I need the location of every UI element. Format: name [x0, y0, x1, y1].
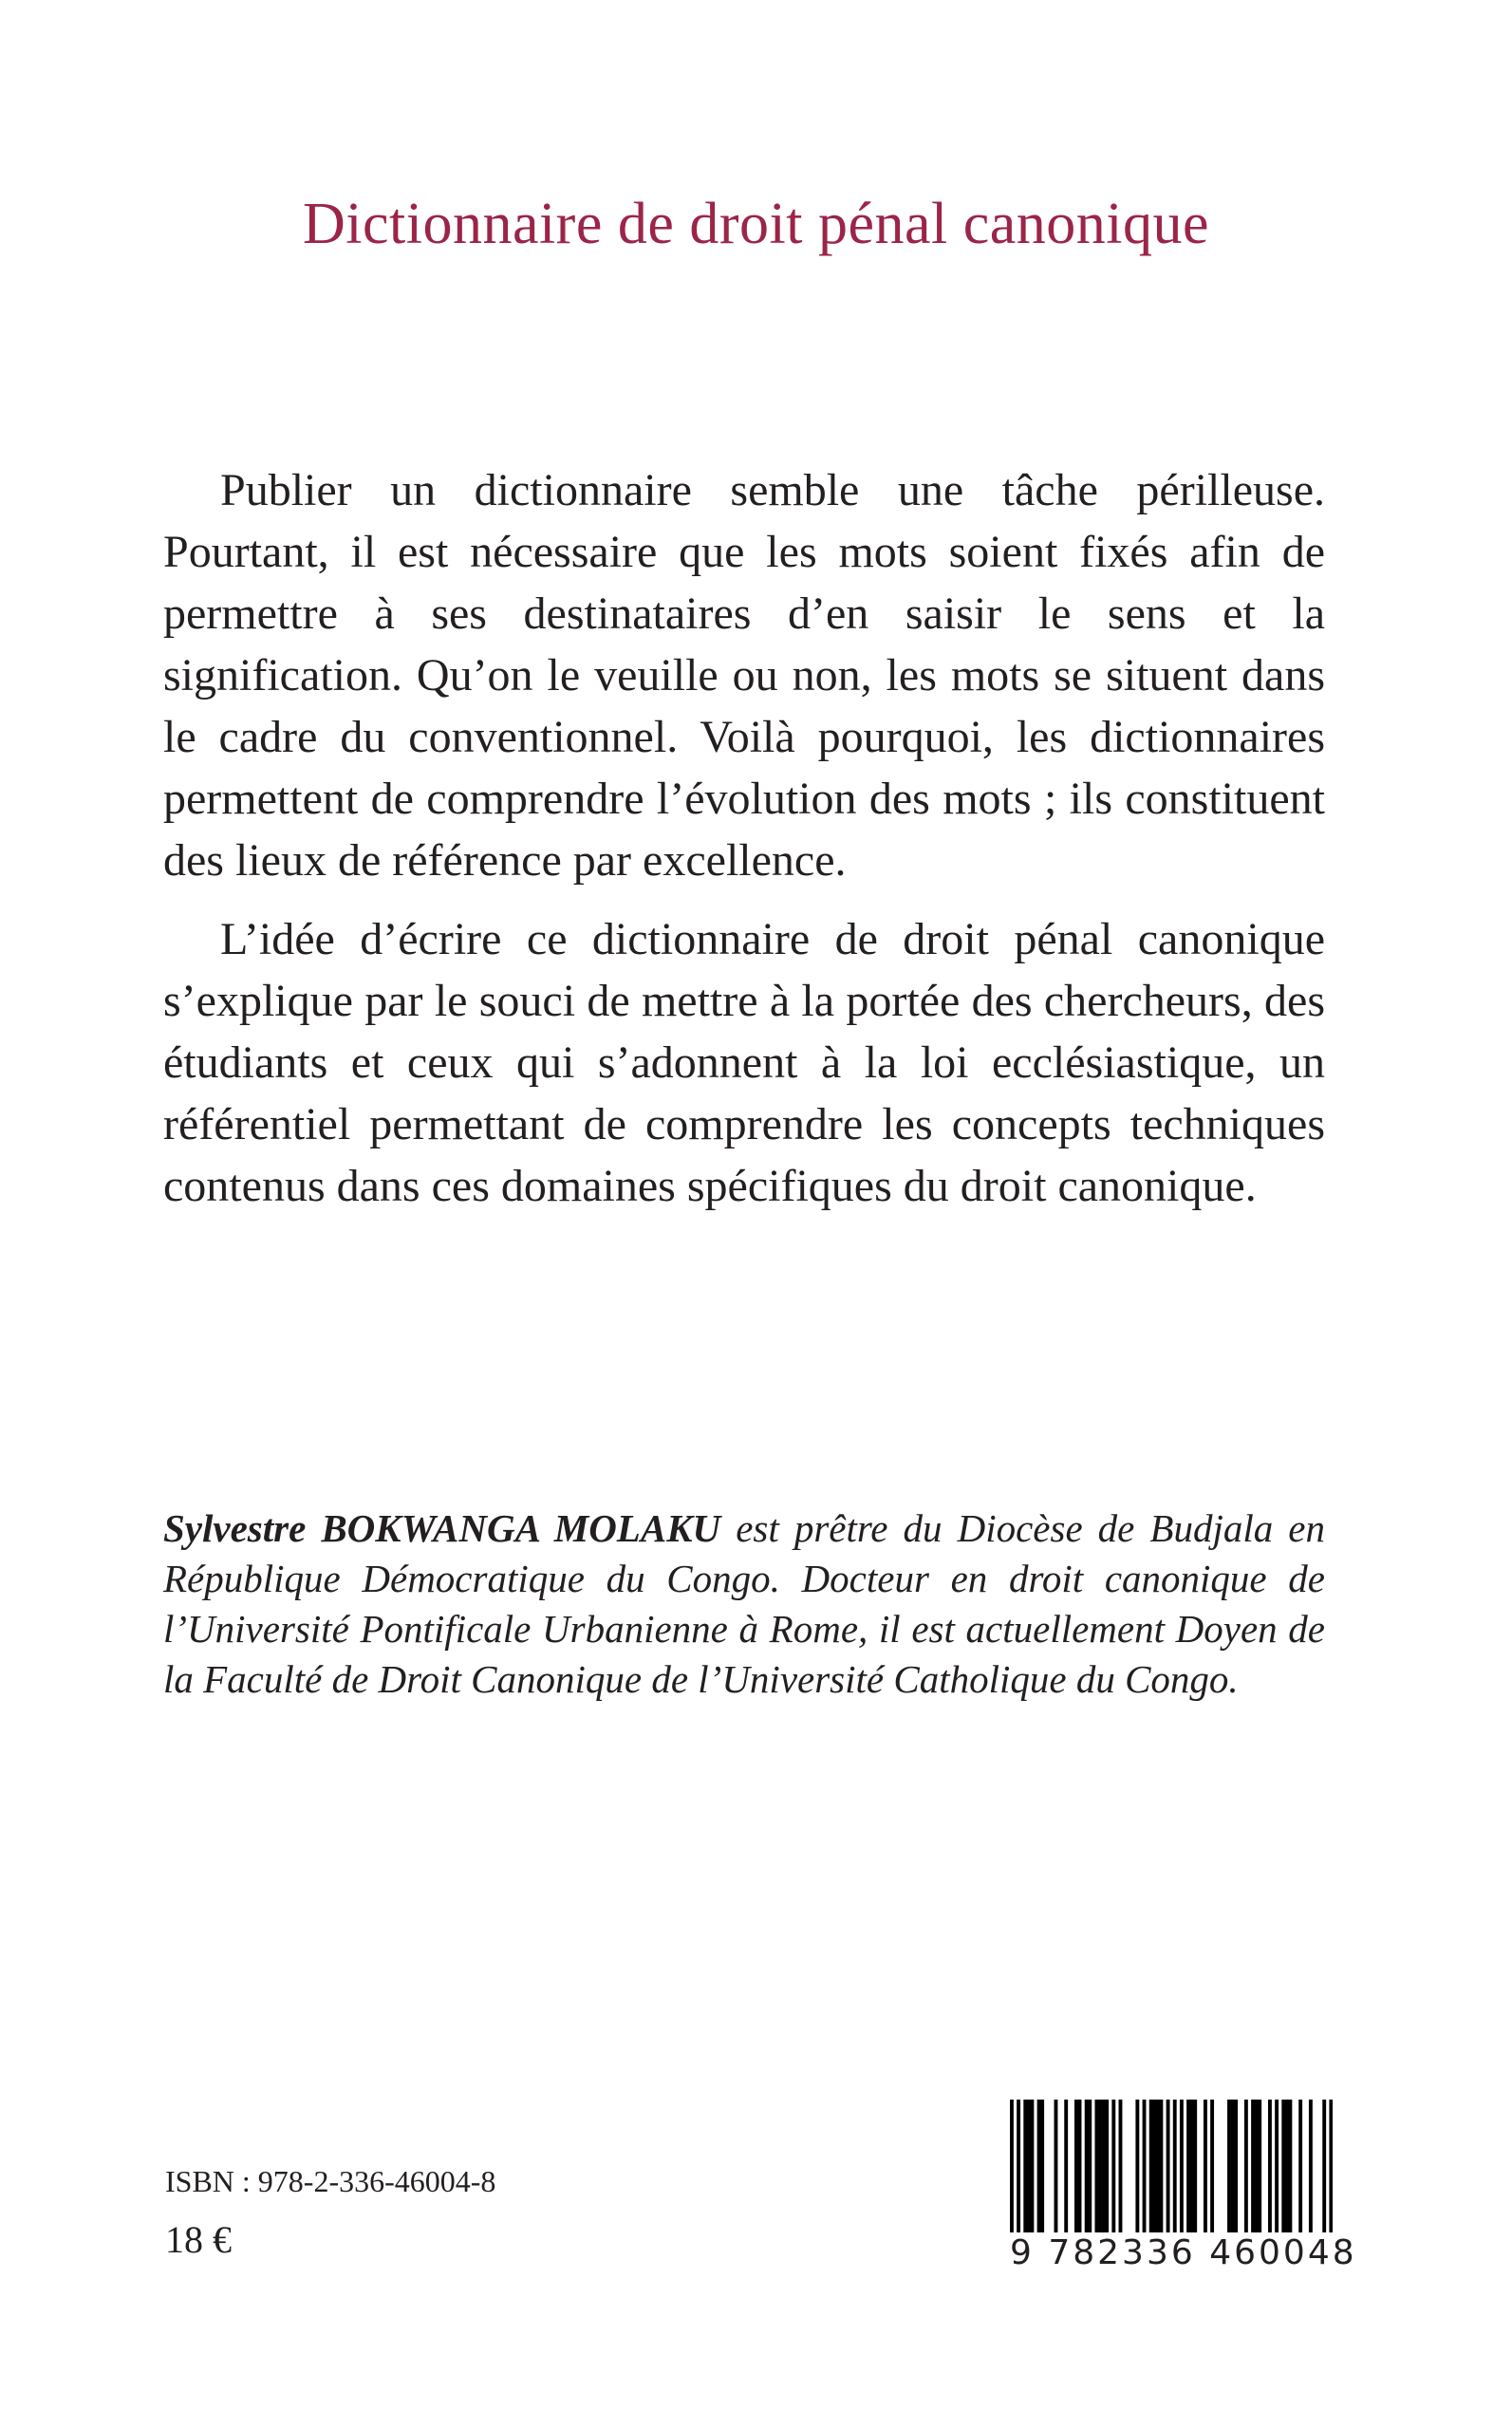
barcode-bar	[1088, 2100, 1092, 2232]
barcode-bar	[1094, 2100, 1098, 2232]
barcode-bar	[1017, 2100, 1020, 2232]
barcode-bars	[1010, 2100, 1333, 2232]
barcode-bar	[1149, 2100, 1153, 2232]
barcode	[1010, 2100, 1357, 2280]
barcode-bar	[1231, 2100, 1235, 2232]
barcode-bar	[1027, 2100, 1031, 2232]
barcode-bar	[1143, 2100, 1147, 2232]
barcode-bar	[1085, 2100, 1089, 2232]
barcode-bar	[1329, 2100, 1333, 2232]
barcode-bar	[1055, 2100, 1058, 2232]
barcode-bar	[1234, 2100, 1238, 2232]
barcode-bar	[1037, 2100, 1041, 2232]
barcode-bar	[1064, 2100, 1068, 2232]
barcode-bar	[1102, 2100, 1106, 2232]
barcode-bar	[1255, 2100, 1259, 2232]
barcode-bar	[1173, 2100, 1177, 2232]
blurb-paragraph-2: L’idée d’écrire ce dictionnaire de droit pénal canonique s’explique par le souci de mettre à la portée des chercheurs, des étudiants et ceux qui s’adonnent à la loi ecclésiastique, un référentiel permettant de comprendre les concepts techniques contenus dans ces domaines spécifiques du droit canonique.	[163, 914, 1325, 1211]
barcode-digits: 9 782336 460048	[1010, 2233, 1357, 2272]
barcode-bar	[1152, 2100, 1156, 2232]
barcode-bar	[1210, 2100, 1214, 2232]
barcode-bar	[1186, 2100, 1190, 2232]
barcode-bar	[1135, 2100, 1139, 2232]
barcode-bar	[1078, 2100, 1082, 2232]
price: 18 €	[165, 2218, 232, 2261]
back-cover-title: Dictionnaire de droit pénal canonique	[302, 192, 1210, 256]
barcode-bar	[1040, 2100, 1044, 2232]
barcode-bar	[1285, 2100, 1289, 2232]
barcode-bar	[1281, 2100, 1285, 2232]
author-bio-text: est prêtre du Diocèse de Budjala en République Démocratique du Congo. Docteur en droit canonique de l’Université Pontificale Urbanienne à Rome, il est actuellement Doyen de la Faculté de Droit Canonique de l’Université Catholique du Congo.	[163, 1506, 1326, 1701]
barcode-bar	[1098, 2100, 1102, 2232]
barcode-bar	[1251, 2100, 1255, 2232]
barcode-bar	[1322, 2100, 1326, 2232]
barcode-bar	[1156, 2100, 1160, 2232]
barcode-bar	[1105, 2100, 1109, 2232]
author-name: Sylvestre BOKWANGA MOLAKU	[163, 1506, 721, 1550]
barcode-bar	[1190, 2100, 1194, 2232]
barcode-bar	[1119, 2100, 1123, 2232]
barcode-bar	[1298, 2100, 1302, 2232]
barcode-bar	[1074, 2100, 1078, 2232]
barcode-bar	[1204, 2100, 1207, 2232]
barcode-bar	[1180, 2100, 1184, 2232]
blurb-paragraph-1: Publier un dictionnaire semble une tâche périlleuse. Pourtant, il est nécessaire que les mots soient fixés afin de permettre à ses destinataires d’en saisir le sens et la signification. Qu’on le veuille ou non, les mots se situent dans le cadre du conventionnel. Voilà pourquoi, les dictionnaires permettent de comprendre l’évolution des mots ; ils constituent des lieux de référence par excellence.	[163, 465, 1325, 886]
barcode-bar	[1193, 2100, 1197, 2232]
barcode-bar	[1159, 2100, 1163, 2232]
barcode-bar	[1111, 2100, 1115, 2232]
blurb	[163, 459, 1325, 1217]
barcode-bar	[1288, 2100, 1292, 2232]
barcode-bar	[1244, 2100, 1248, 2232]
barcode-bar	[1030, 2100, 1034, 2232]
barcode-bar	[1268, 2100, 1272, 2232]
barcode-bar	[1023, 2100, 1027, 2232]
isbn: ISBN : 978-2-336-46004-8	[165, 2164, 496, 2198]
barcode-bar	[1258, 2100, 1261, 2232]
barcode-bar	[1227, 2100, 1231, 2232]
barcode-bar	[1167, 2100, 1170, 2232]
author-bio	[163, 1503, 1325, 1705]
barcode-bar	[1309, 2100, 1313, 2232]
barcode-bar	[1275, 2100, 1279, 2232]
barcode-bar	[1010, 2100, 1014, 2232]
